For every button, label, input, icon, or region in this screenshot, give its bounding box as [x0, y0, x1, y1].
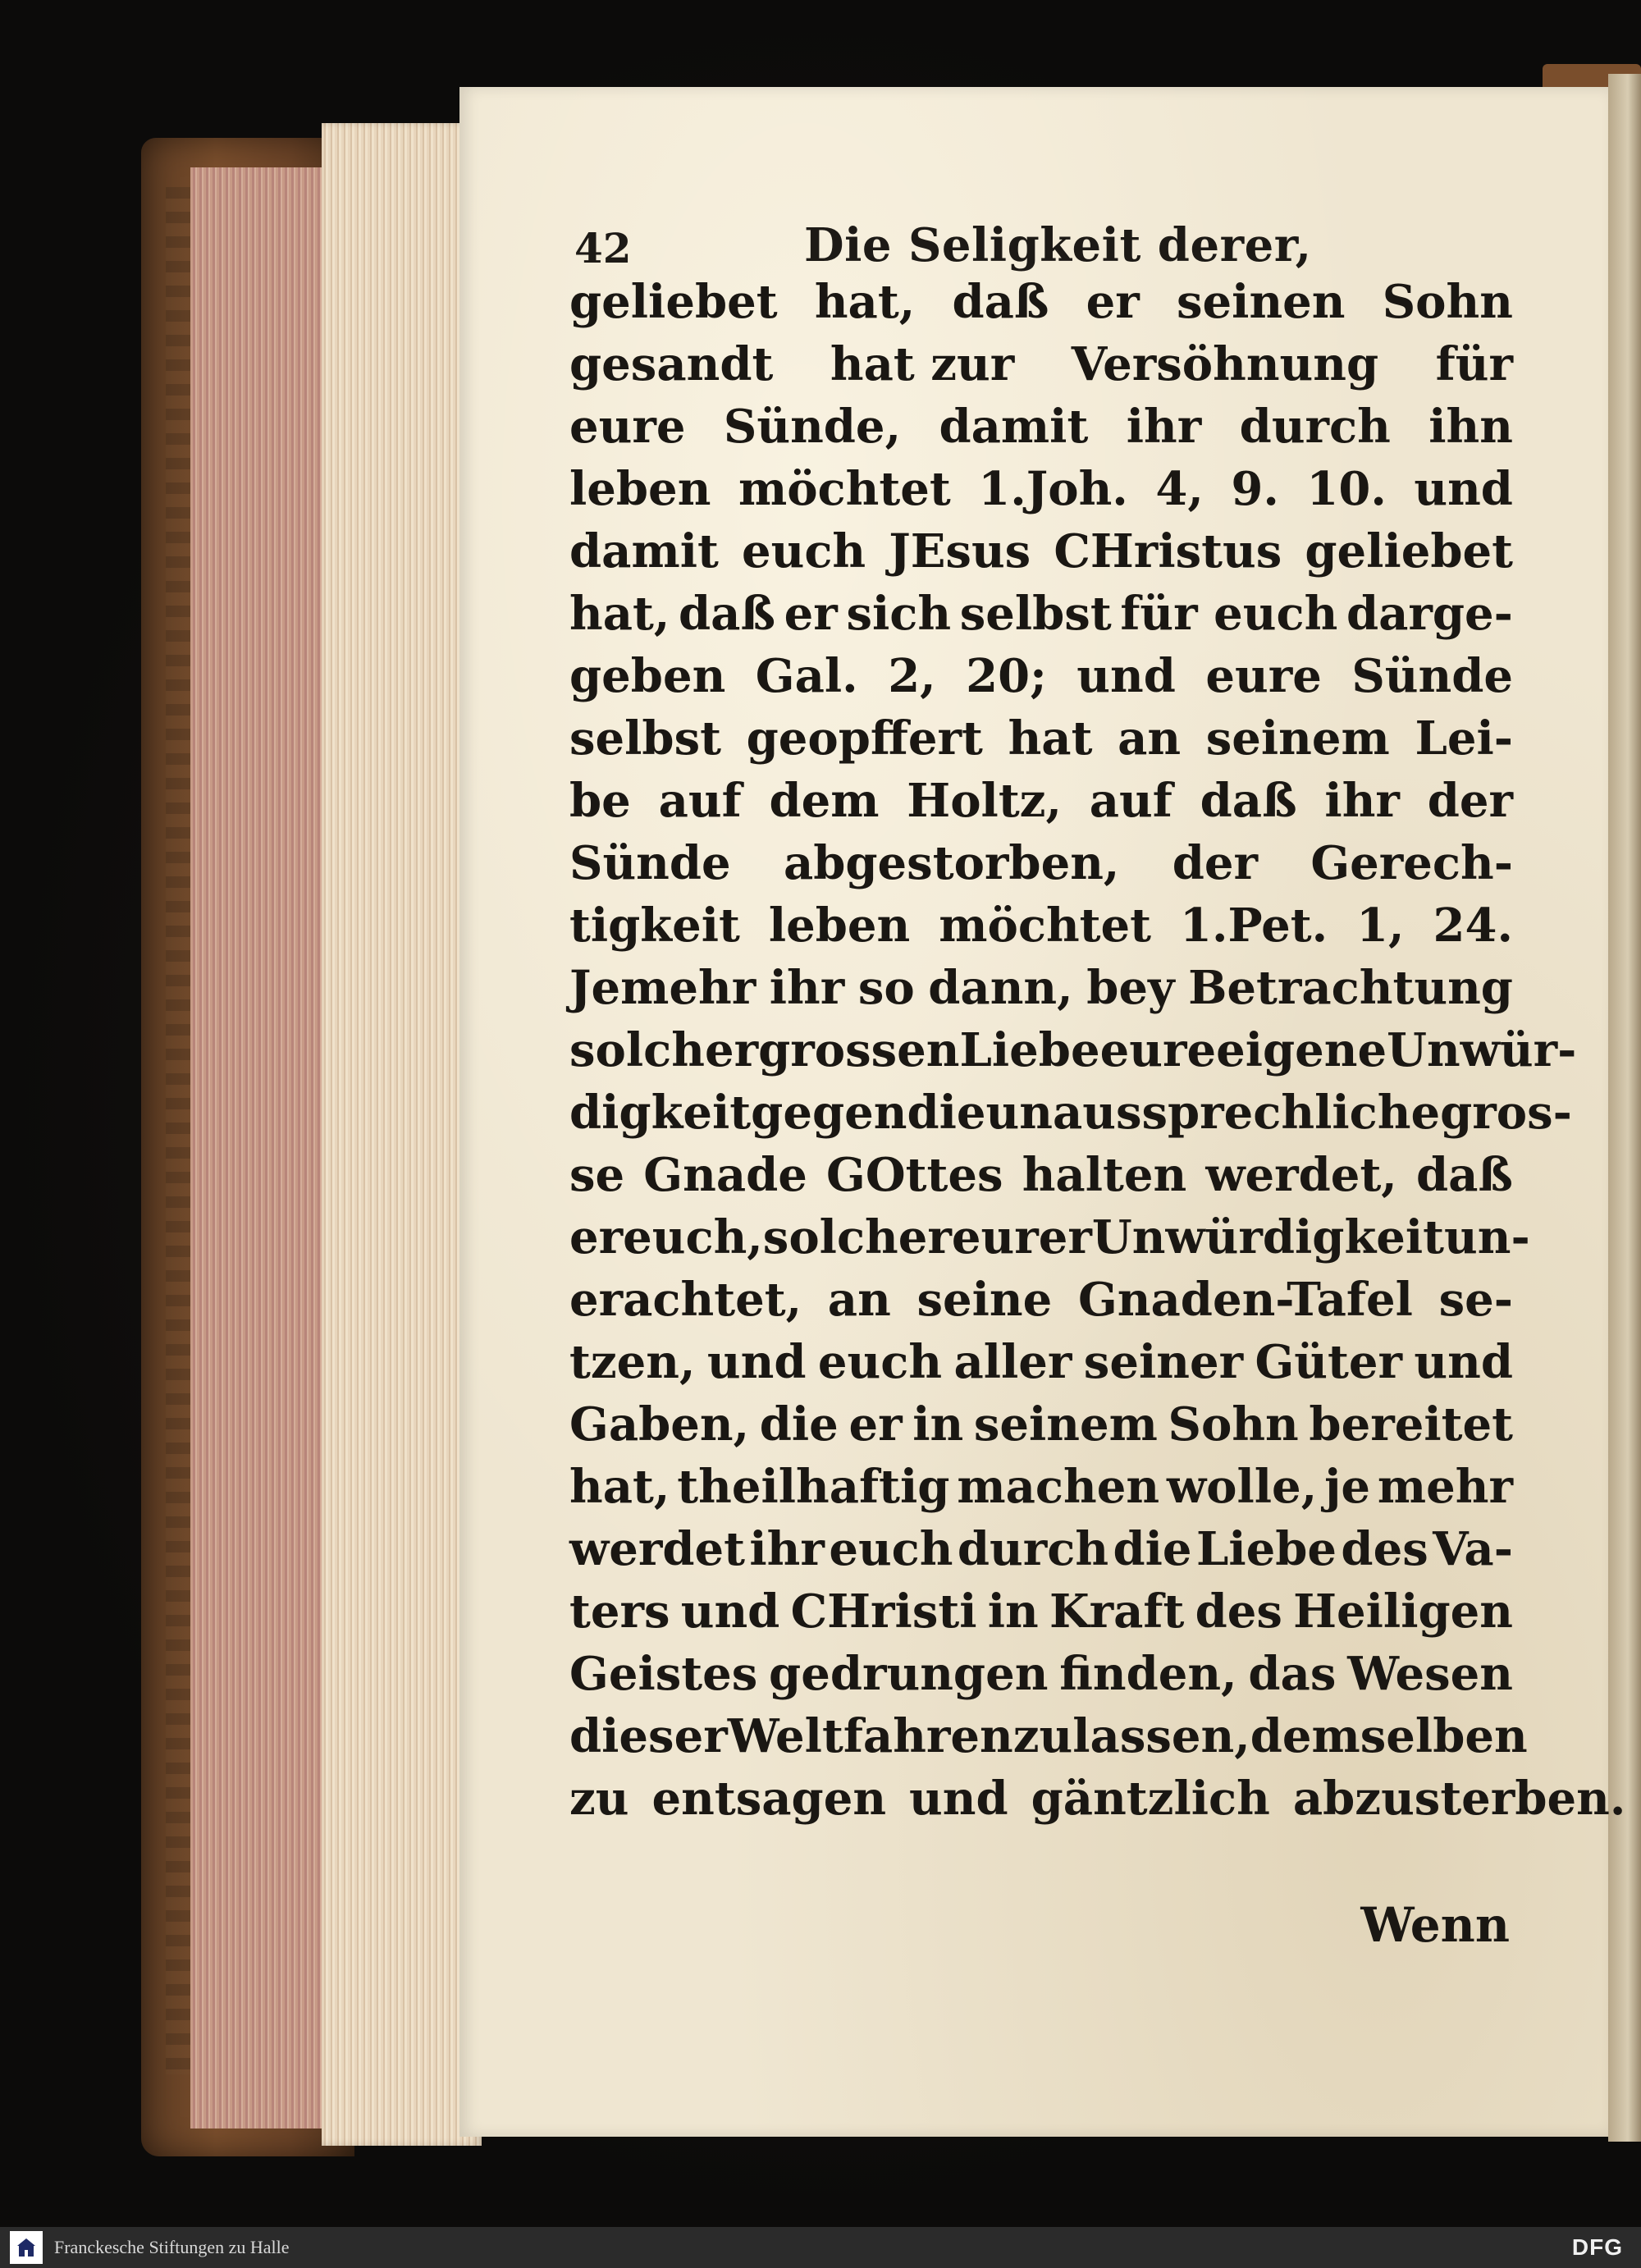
text-word: unaussprechliche — [985, 1086, 1441, 1140]
text-word: in — [987, 1584, 1039, 1639]
text-word: be — [569, 774, 631, 828]
page-number: 42 — [574, 224, 632, 272]
body-text — [569, 271, 1626, 1830]
text-word: damit — [939, 400, 1089, 454]
facing-page-gutter — [1608, 74, 1641, 2142]
text-word: das — [1248, 1647, 1337, 1701]
text-line — [569, 458, 1513, 520]
text-word: digkeit — [569, 1086, 752, 1140]
text-word: dem — [769, 774, 880, 828]
text-word: daß — [679, 587, 776, 641]
text-word: 20; — [966, 649, 1047, 703]
text-word: Geistes — [569, 1647, 758, 1701]
text-word: und — [1076, 649, 1176, 703]
text-word: Liebe — [1195, 1522, 1337, 1576]
text-word: möchtet — [738, 462, 951, 516]
text-word: eure — [1099, 1023, 1217, 1077]
footer-institution: Franckesche Stiftungen zu Halle — [54, 2237, 290, 2257]
text-word: er — [784, 587, 838, 641]
text-word: Gal. — [755, 649, 858, 703]
text-word: Lei- — [1415, 711, 1513, 766]
text-word: auf — [658, 774, 742, 828]
text-word: lassen, — [1072, 1709, 1250, 1763]
text-word: leben — [569, 462, 711, 516]
text-word: solcher — [762, 1210, 952, 1264]
text-word: seinem — [973, 1397, 1158, 1452]
text-word: seinem — [1205, 711, 1390, 766]
text-word: und — [680, 1584, 780, 1639]
text-word: so — [857, 961, 915, 1015]
text-word: hat zur — [830, 337, 1015, 391]
text-word: zu — [569, 1772, 629, 1826]
text-word: ihn — [1428, 400, 1513, 454]
text-word: des — [1195, 1584, 1282, 1639]
text-line — [569, 583, 1513, 645]
text-word: bey — [1086, 961, 1175, 1015]
text-word: demselben — [1250, 1709, 1528, 1763]
text-word: abgestorben, — [783, 836, 1120, 890]
text-word: theilhaftig — [677, 1460, 950, 1514]
text-word: des — [1341, 1522, 1428, 1576]
text-word: und — [909, 1772, 1008, 1826]
text-word: durch — [957, 1522, 1109, 1576]
text-line — [569, 1767, 1626, 1830]
text-word: und — [1414, 462, 1513, 516]
text-word: der — [1427, 774, 1513, 828]
text-word: gesandt — [569, 337, 774, 391]
page-edges-inner — [322, 123, 482, 2146]
text-word: Gerech- — [1310, 836, 1513, 890]
text-word: seine — [916, 1273, 1053, 1327]
text-word: selbst — [959, 587, 1112, 641]
text-line — [569, 1518, 1513, 1580]
text-word: 9. — [1231, 462, 1279, 516]
text-word: aller — [953, 1335, 1072, 1389]
text-word: entsagen — [651, 1772, 887, 1826]
text-word: tigkeit — [569, 899, 740, 953]
text-line — [569, 1144, 1513, 1206]
text-line — [569, 645, 1513, 707]
text-word: se- — [1438, 1273, 1513, 1327]
text-word: er — [848, 1397, 903, 1452]
text-line — [569, 1081, 1572, 1144]
text-word: leben — [768, 899, 911, 953]
text-line — [569, 832, 1513, 894]
text-word: für euch — [1120, 587, 1338, 641]
text-word: Sohn — [1382, 275, 1513, 329]
text-word: eure — [1205, 649, 1322, 703]
text-word: tzen, — [569, 1335, 696, 1389]
running-head-title: Die Seligkeit derer, — [804, 218, 1312, 272]
text-word: werdet — [569, 1522, 745, 1576]
text-word: geliebet — [569, 275, 778, 329]
text-word: seinen — [1177, 275, 1346, 329]
text-word: Betrachtung — [1188, 961, 1513, 1015]
text-word: damit — [569, 524, 719, 578]
text-word: zu — [1012, 1709, 1073, 1763]
text-word: eure — [569, 400, 686, 454]
text-word: gegen — [751, 1086, 907, 1140]
text-word: GOttes — [826, 1148, 1003, 1202]
text-word: auf — [1089, 774, 1172, 828]
text-word: JEsus — [889, 524, 1031, 578]
text-word: durch — [1239, 400, 1391, 454]
text-word: gedrungen — [769, 1647, 1049, 1701]
text-line — [569, 271, 1513, 333]
text-word: wolle, — [1166, 1460, 1318, 1514]
text-word: 10. — [1306, 462, 1387, 516]
footer-dfg-logo: DFG — [1571, 2234, 1623, 2260]
text-word: hat, — [569, 1460, 670, 1514]
text-word: Gnaden-Tafel — [1077, 1273, 1413, 1327]
text-word: 1, — [1356, 899, 1405, 953]
text-word: Jemehr — [569, 961, 757, 1015]
text-word: werdet, — [1205, 1148, 1397, 1202]
text-word: selbst — [569, 711, 721, 766]
text-word: Sohn — [1168, 1397, 1299, 1452]
text-word: ihr — [1324, 774, 1400, 828]
text-word: Liebe — [959, 1023, 1100, 1077]
text-word: ters — [569, 1584, 670, 1639]
text-word: Wesen — [1347, 1647, 1513, 1701]
text-word: halten — [1022, 1148, 1187, 1202]
text-word: an — [827, 1273, 891, 1327]
text-word: die — [907, 1086, 986, 1140]
text-word: 2, — [888, 649, 936, 703]
text-word: se — [569, 1148, 625, 1202]
text-word: Holtz, — [907, 774, 1062, 828]
text-word: Gnade — [643, 1148, 807, 1202]
text-word: euch — [829, 1522, 953, 1576]
text-word: Kraft — [1049, 1584, 1185, 1639]
text-word: euch — [741, 524, 866, 578]
text-word: solcher — [569, 1023, 759, 1077]
text-word: dann, — [928, 961, 1073, 1015]
text-word: machen — [957, 1460, 1160, 1514]
text-word: an — [1118, 711, 1182, 766]
text-word: für — [1435, 337, 1513, 391]
text-word: hat — [1008, 711, 1093, 766]
text-word: die — [759, 1397, 839, 1452]
text-word: CHristi — [790, 1584, 977, 1639]
text-line — [569, 1331, 1513, 1393]
text-word: ihr — [769, 961, 845, 1015]
text-word: fahren — [843, 1709, 1013, 1763]
text-word: euch — [817, 1335, 943, 1389]
text-word: und — [1414, 1335, 1513, 1389]
text-word: 4, — [1155, 462, 1204, 516]
text-line — [569, 1269, 1513, 1331]
text-word: gros- — [1440, 1086, 1572, 1140]
text-line — [569, 520, 1513, 583]
text-word: grossen — [758, 1023, 960, 1077]
text-line — [569, 333, 1513, 396]
text-line — [569, 1206, 1530, 1269]
text-word: geopffert — [746, 711, 983, 766]
text-word: erachtet, — [569, 1273, 802, 1327]
text-word: hat, — [569, 587, 670, 641]
text-word: Gaben, — [569, 1397, 750, 1452]
text-word: daß — [952, 275, 1049, 329]
text-word: Unwürdigkeit — [1091, 1210, 1445, 1264]
text-word: daß — [1415, 1148, 1513, 1202]
text-word: 1.Pet. — [1180, 899, 1328, 953]
text-word: Versöhnung — [1071, 337, 1379, 391]
text-line — [569, 957, 1513, 1019]
footer-left — [0, 2231, 290, 2264]
text-word: 24. — [1433, 899, 1513, 953]
text-word: 1.Joh. — [978, 462, 1128, 516]
text-word: darge- — [1346, 587, 1513, 641]
text-word: Welt — [727, 1709, 843, 1763]
running-head — [574, 215, 1510, 272]
text-word: geben — [569, 649, 726, 703]
text-word: abzusterben. — [1292, 1772, 1626, 1826]
text-word: Sünde — [569, 836, 731, 890]
text-word: Sünde, — [723, 400, 902, 454]
text-word: er — [569, 1210, 624, 1264]
text-line — [569, 1705, 1528, 1767]
text-word: eigene — [1216, 1023, 1387, 1077]
text-word: seiner — [1083, 1335, 1244, 1389]
footer-bar — [0, 2227, 1641, 2268]
text-word: Sünde — [1351, 649, 1513, 703]
text-word: eurer — [951, 1210, 1092, 1264]
text-word: euch, — [623, 1210, 763, 1264]
text-word: mehr — [1377, 1460, 1513, 1514]
text-line — [569, 1019, 1577, 1081]
franckesche-stiftungen-logo-icon — [10, 2231, 43, 2264]
text-word: un- — [1444, 1210, 1530, 1264]
text-word: geliebet — [1305, 524, 1513, 578]
text-word: Va- — [1433, 1522, 1513, 1576]
text-word: er — [1086, 275, 1140, 329]
text-word: und — [706, 1335, 807, 1389]
text-word: je — [1324, 1460, 1370, 1514]
text-line — [569, 707, 1513, 770]
text-line — [569, 1393, 1513, 1456]
text-word: Heiligen — [1293, 1584, 1513, 1639]
text-line — [569, 1580, 1513, 1643]
text-word: Unwür- — [1387, 1023, 1577, 1077]
text-line — [569, 1643, 1513, 1705]
text-word: finden, — [1059, 1647, 1237, 1701]
text-word: sich — [846, 587, 952, 641]
text-line — [569, 770, 1513, 832]
text-word: möchtet — [939, 899, 1152, 953]
text-word: ihr — [749, 1522, 825, 1576]
text-line — [569, 1456, 1513, 1518]
text-word: hat, — [814, 275, 916, 329]
text-word: gäntzlich — [1031, 1772, 1270, 1826]
text-line — [569, 396, 1513, 458]
text-word: in — [912, 1397, 964, 1452]
text-word: ihr — [1126, 400, 1202, 454]
text-word: bereitet — [1309, 1397, 1513, 1452]
text-line — [569, 894, 1513, 957]
text-word: die — [1113, 1522, 1192, 1576]
text-word: dieser — [569, 1709, 728, 1763]
text-word: der — [1172, 836, 1259, 890]
page-edges-left — [190, 167, 323, 2129]
text-word: Güter — [1255, 1335, 1403, 1389]
text-word: CHristus — [1054, 524, 1282, 578]
catchword: Wenn — [1360, 1897, 1510, 1953]
text-word: daß — [1200, 774, 1297, 828]
